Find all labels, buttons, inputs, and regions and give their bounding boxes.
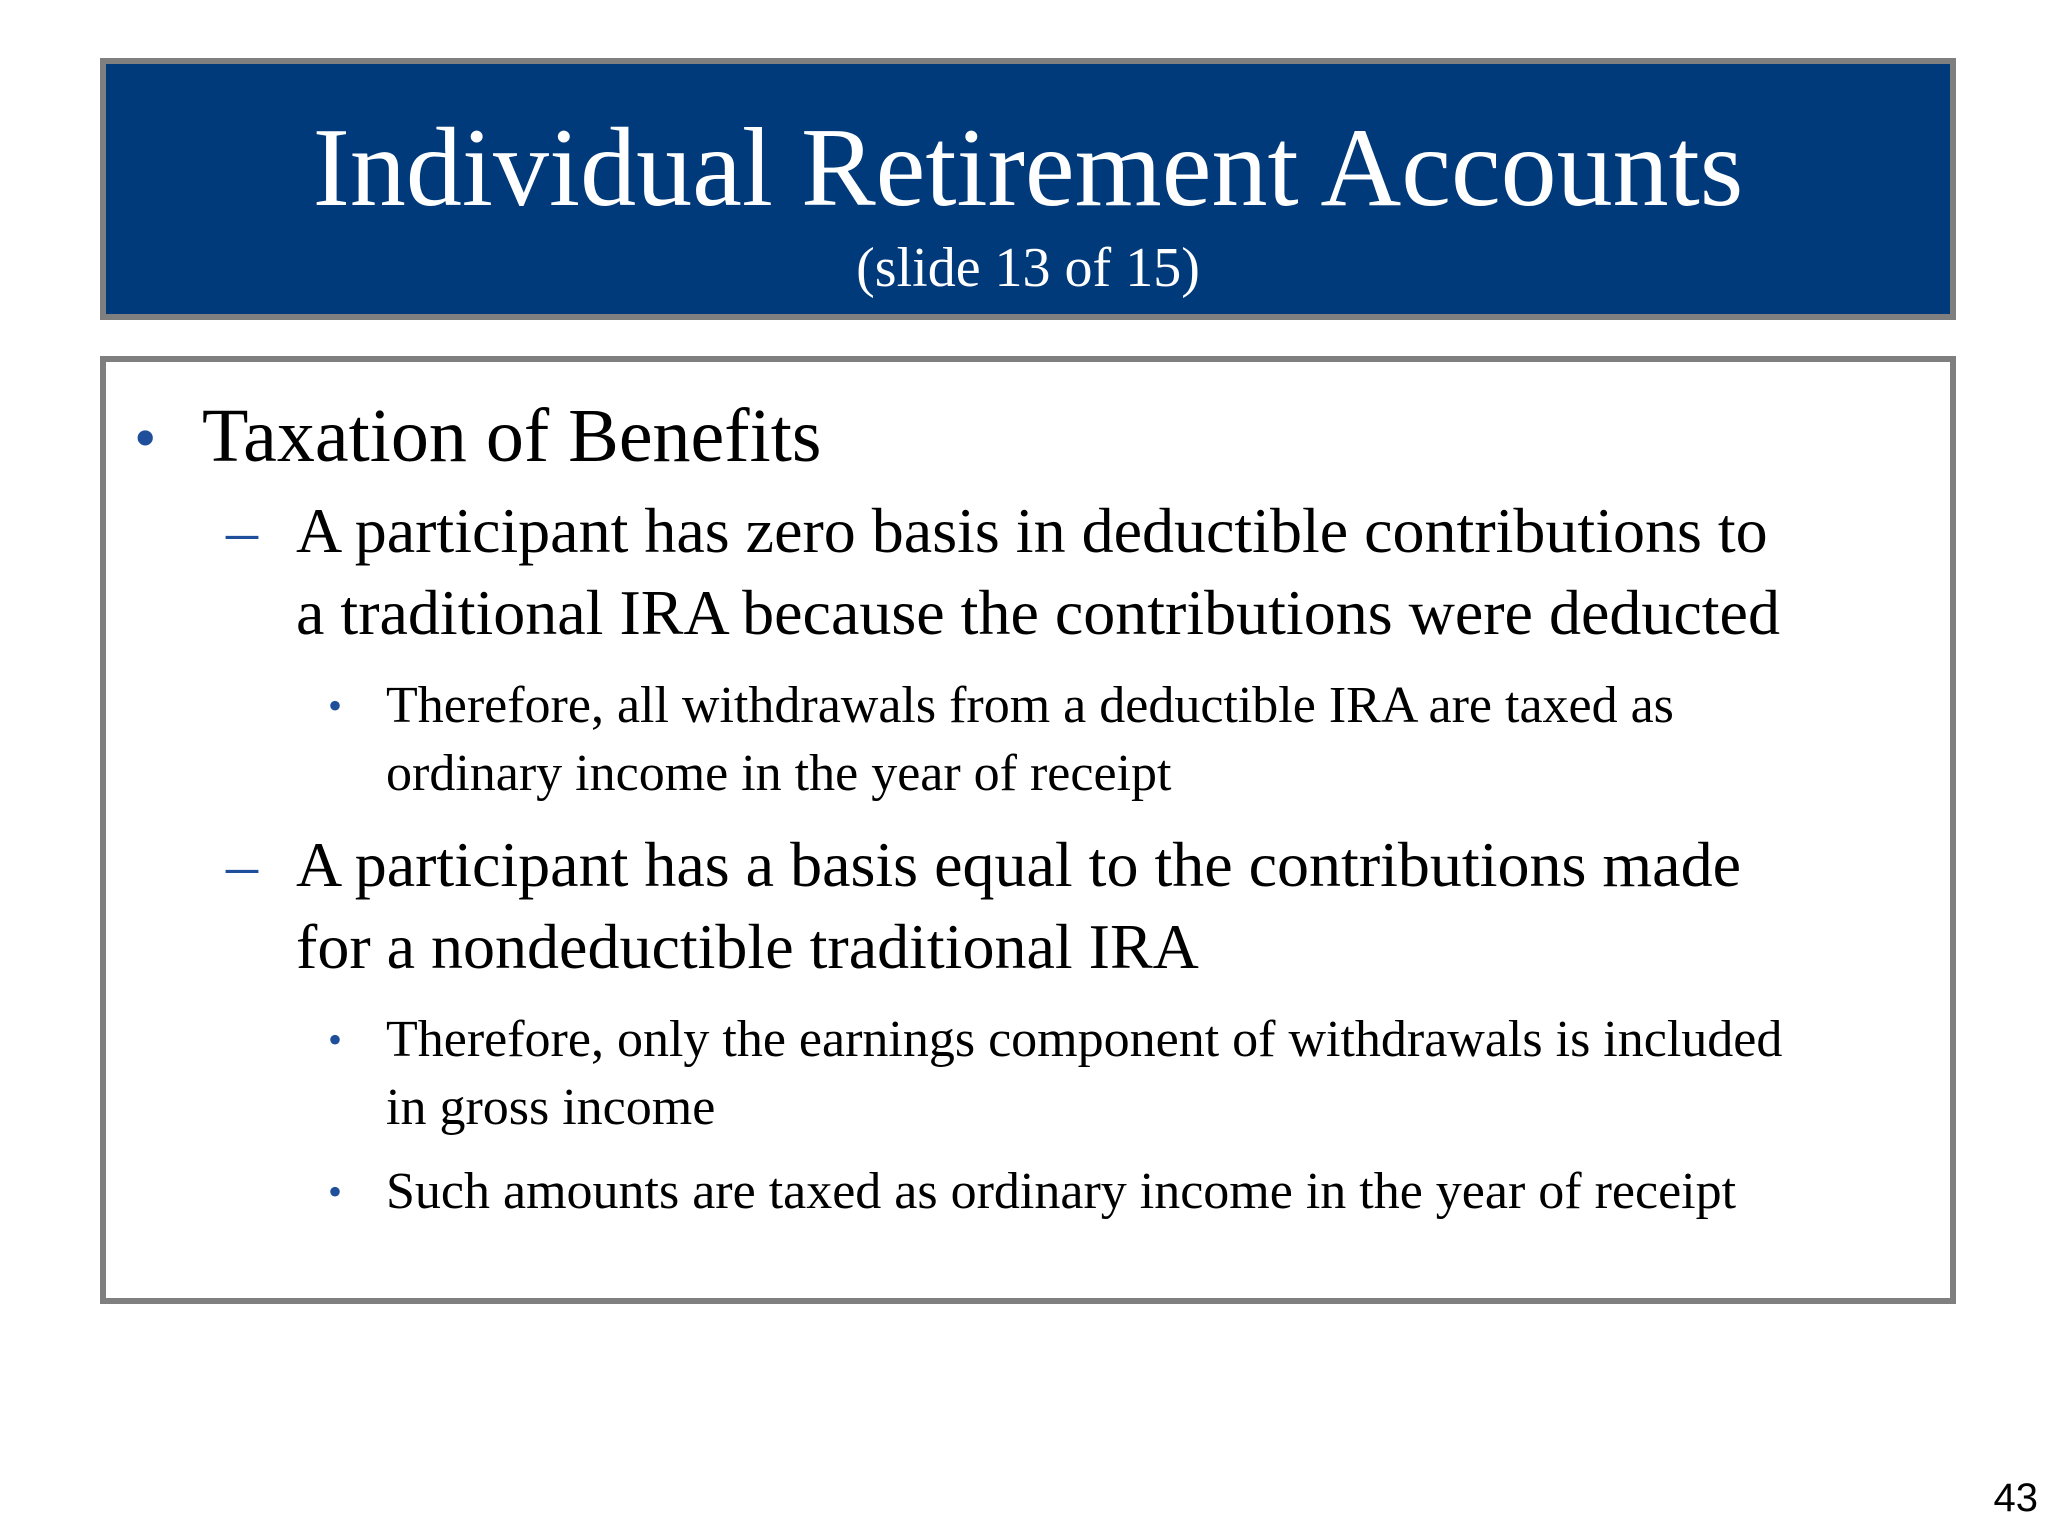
point2-line1: A participant has a basis equal to the contributions made [296,829,1741,900]
point2-sub2-line1: Such amounts are taxed as ordinary income in the year of receipt [386,1163,1737,1220]
point1-sub1-line2: ordinary income in the year of receipt [386,745,1172,802]
content-panel [100,356,1956,1304]
point2-sub1-line1: Therefore, only the earnings component of withdrawals is included [386,1011,1783,1068]
point2-sub1-bullet-icon: • [328,1017,343,1062]
title-banner [100,58,1956,320]
point2-dash-icon: – [226,829,258,900]
point1-line1: A participant has zero basis in deductible contributions to [296,495,1768,566]
point1-line2: a traditional IRA because the contributions were deducted [296,577,1780,648]
point2-line2: for a nondeductible traditional IRA [296,911,1199,982]
point2-sub2-bullet-icon: • [328,1169,343,1214]
heading-bullet-icon: • [134,402,157,473]
slide-subtitle: (slide 13 of 15) [856,237,1200,299]
point1-sub1-bullet-icon: • [328,683,343,728]
slide-title: Individual Retirement Accounts [312,106,1744,230]
point1-sub1-line1: Therefore, all withdrawals from a deductible IRA are taxed as [386,677,1674,734]
section-heading: Taxation of Benefits [202,394,822,478]
point2-sub1-line2: in gross income [386,1079,716,1136]
page-number: 43 [1993,1476,2038,1520]
point1-dash-icon: – [226,495,258,566]
